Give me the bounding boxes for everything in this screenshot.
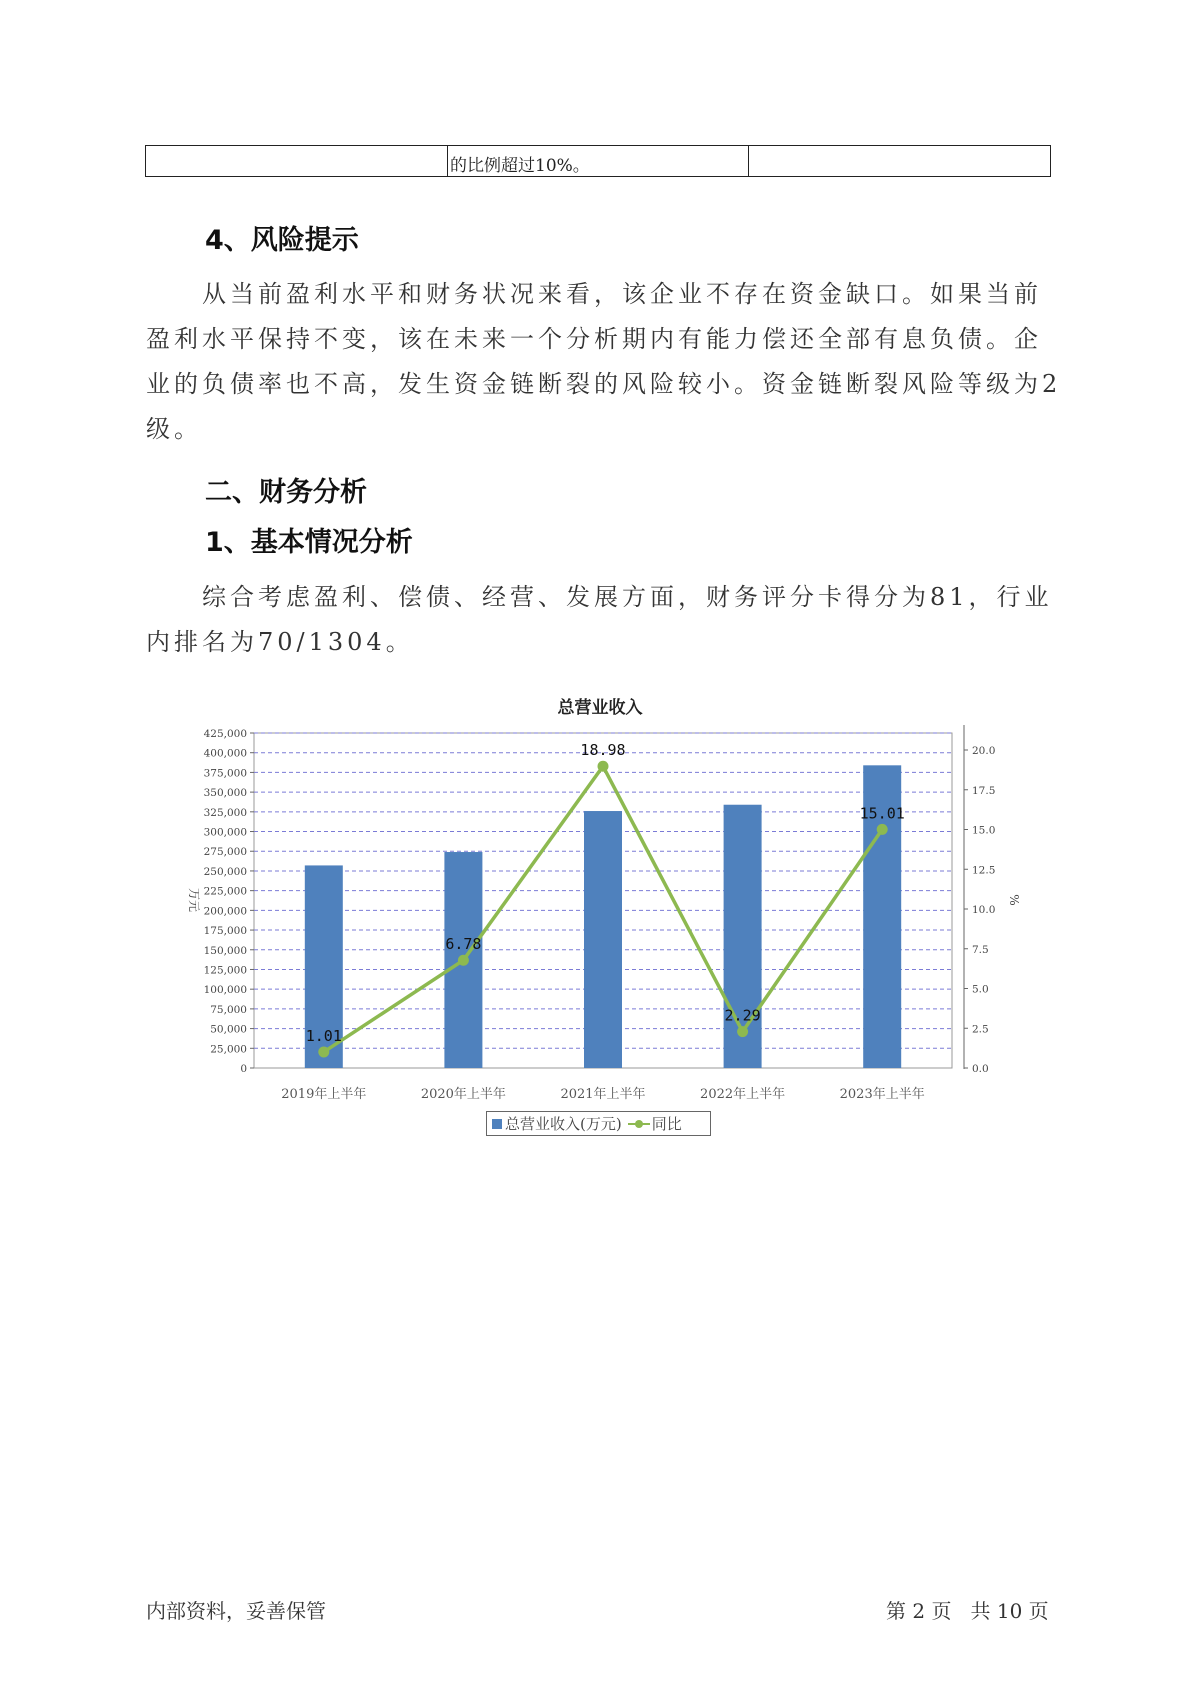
y-tick-label: 175,000 xyxy=(203,925,247,938)
risk-heading: 4、风险提示 xyxy=(205,225,359,256)
yoy-data-label: 2.29 xyxy=(724,1006,761,1025)
yoy-point xyxy=(598,761,609,772)
paragraph-line: 综合考虑盈利、偿债、经营、发展方面，财务评分卡得分为81，行业 xyxy=(202,583,1053,611)
paragraph-line: 盈利水平保持不变，该在未来一个分析期内有能力偿还全部有息负债。企 xyxy=(146,325,1042,353)
x-tick-label: 2019年上半年 xyxy=(281,1087,367,1102)
paragraph-line: 内排名为70/1304。 xyxy=(146,628,414,656)
x-tick-label: 2022年上半年 xyxy=(700,1087,786,1102)
basic-heading: 1、基本情况分析 xyxy=(205,527,413,558)
legend-label: 总营业收入(万元) xyxy=(505,1115,622,1133)
y-tick-label: 275,000 xyxy=(203,846,247,859)
y-tick-label: 150,000 xyxy=(203,944,247,957)
chart-legend xyxy=(486,1111,711,1136)
x-tick-label: 2023年上半年 xyxy=(839,1087,925,1102)
y-tick-label: 375,000 xyxy=(203,767,247,780)
y-tick-label: 50,000 xyxy=(210,1023,247,1036)
y-tick-label: 250,000 xyxy=(203,865,247,878)
legend-label: 同比 xyxy=(651,1115,682,1133)
y2-tick-label: 10.0 xyxy=(972,904,996,917)
y2-axis-label: % xyxy=(1007,894,1021,906)
finance-heading: 二、财务分析 xyxy=(205,477,367,508)
y-tick-label: 425,000 xyxy=(203,728,247,740)
footer-page-number: 第 2 页 共 10 页 xyxy=(886,1599,1049,1623)
y-tick-label: 0 xyxy=(240,1063,247,1075)
paragraph-line: 业的负债率也不高，发生资金链断裂的风险较小。资金链断裂风险等级为2 xyxy=(146,370,1062,398)
yoy-point xyxy=(318,1046,329,1057)
y-tick-label: 200,000 xyxy=(203,905,247,918)
yoy-point xyxy=(737,1026,748,1037)
y-tick-label: 125,000 xyxy=(203,964,247,977)
footer-left: 内部资料，妥善保管 xyxy=(146,1599,326,1623)
legend-line-swatch xyxy=(628,1119,650,1129)
y-tick-label: 225,000 xyxy=(203,885,247,898)
y-tick-label: 400,000 xyxy=(203,747,247,760)
chart-title: 总营业收入 xyxy=(557,698,643,718)
yoy-data-label: 6.78 xyxy=(445,935,482,954)
x-tick-label: 2021年上半年 xyxy=(560,1087,646,1102)
revenue-bar xyxy=(584,811,622,1068)
y2-tick-label: 7.5 xyxy=(972,943,989,956)
paragraph-line: 级。 xyxy=(146,415,202,443)
y2-tick-label: 0.0 xyxy=(972,1063,989,1075)
y-tick-label: 75,000 xyxy=(210,1003,247,1016)
y2-tick-label: 17.5 xyxy=(972,784,996,797)
y2-tick-label: 15.0 xyxy=(972,824,996,837)
y-tick-label: 100,000 xyxy=(203,984,247,997)
yoy-data-label: 18.98 xyxy=(580,741,626,760)
yoy-data-label: 1.01 xyxy=(305,1026,342,1045)
legend-bar-swatch xyxy=(492,1119,502,1129)
y-axis-label: 万元 xyxy=(187,887,201,913)
y2-tick-label: 2.5 xyxy=(972,1023,989,1036)
x-tick-label: 2020年上半年 xyxy=(420,1087,506,1102)
paragraph-line: 从当前盈利水平和财务状况来看，该企业不存在资金缺口。如果当前 xyxy=(202,280,1042,308)
y-tick-label: 350,000 xyxy=(203,787,247,800)
y2-tick-label: 20.0 xyxy=(972,745,996,758)
yoy-point xyxy=(877,824,888,835)
yoy-point xyxy=(458,955,469,966)
y2-tick-label: 12.5 xyxy=(972,864,996,877)
table-cell-text: 的比例超过10%。 xyxy=(450,156,590,176)
yoy-data-label: 15.01 xyxy=(859,804,905,823)
y2-tick-label: 5.0 xyxy=(972,983,989,996)
y-tick-label: 25,000 xyxy=(210,1043,247,1056)
y-tick-label: 325,000 xyxy=(203,806,247,819)
y-tick-label: 300,000 xyxy=(203,826,247,839)
